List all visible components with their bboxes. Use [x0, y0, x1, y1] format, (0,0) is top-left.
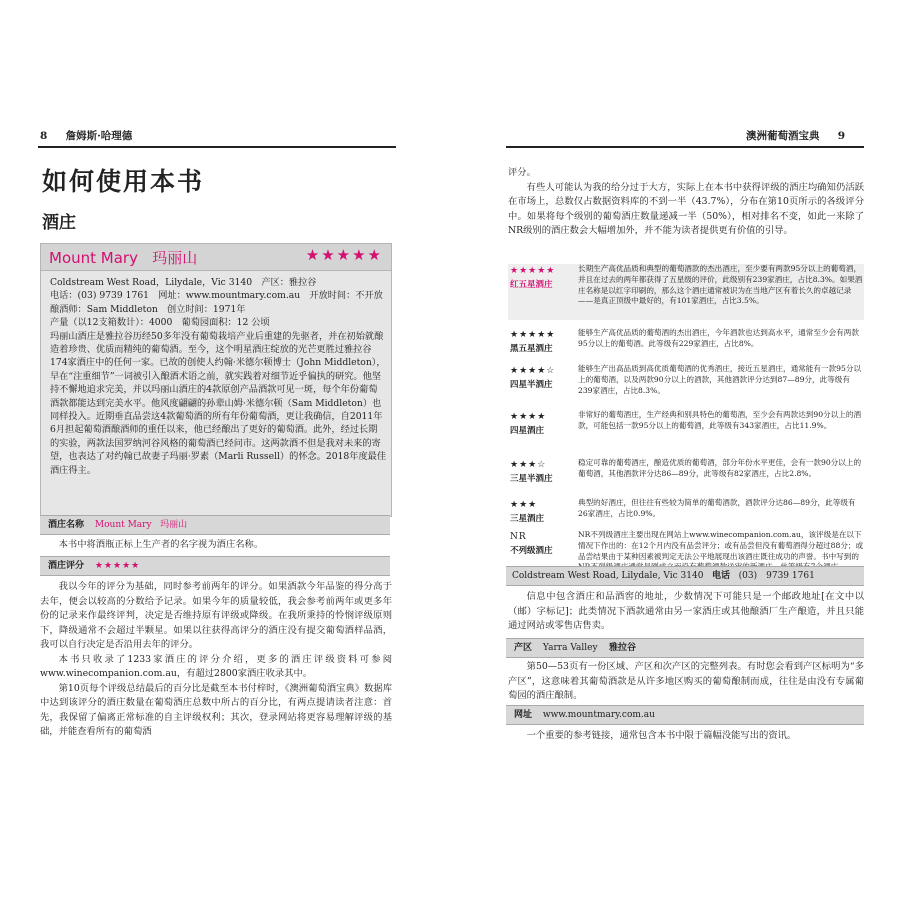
- winery-name-note: 本书中将酒瓶正标上生产者的名字视为酒庄名称。: [58, 539, 264, 550]
- winery-address: Coldstream West Road，Lilydale，Vic 3140 产区：雅拉谷: [50, 277, 317, 288]
- region-bar: 产区 Yarra Valley 雅拉谷: [506, 638, 864, 658]
- winery-card-header: [41, 244, 391, 271]
- winery-rating-bar: 酒庄评分 ★★★★★: [40, 556, 390, 576]
- winery-stars: ★★★★★: [305, 246, 383, 264]
- winery-card-body: [50, 276, 386, 477]
- rating-row: ★★★ 三星酒庄 典型的好酒庄，但往往有些较为简单的葡萄酒款，酒款评分达86—89分，此等级有26家酒庄，占比0.9%。: [510, 498, 856, 524]
- rating-row: NR 不列级酒庄 NR不列级酒庄主要出现在网站上www.winecompanion.com.au，该评级是在以下情况下作出的：在12个月内没有品尝评分；或有品尝但没有葡萄酒得分超过88分；或品尝结果由于某种因素被判定无法公平地展现出该酒庄既往成功的声誉。书中写到的: [510, 530, 864, 561]
- ratings-table: [508, 264, 864, 586]
- left-running-head: [40, 128, 132, 143]
- left-body-text: 我以今年的评分为基础，同时参考前两年的评分。如果酒款今年品鉴的得分高于去年，便会以较高的分数给予记录。如果今年的质量较低，我会参考前两年或更多年份的记录来作最终评判，决定是否维持原有评级或降级。在我所秉持的怜悯评级原则下，降级通常不会超过半颗星。如果以往获得高评分的酒庄没有提交葡萄酒样品酒，我可以自行决定是否沿用去年的评分。 本书只收录了1233家酒庄的评分介绍，更多的酒庄评级资料可参阅www.winecompanion.com.au，有超过2800家酒庄收录其中。 第10页每个评级总结最后的百分比是截至本书付梓时，《澳洲葡萄酒宝典》数据库中达到该评分的酒庄数量在葡萄酒庄总数中所占的百分比，有两点提请读者注意：首先，我保留了偏离正常标准的自主评级权利；其次，登录网站将更容易理解评级的基础，并能查看所有的葡萄酒: [40, 581, 392, 737]
- right-intro-text: 评分。 有些人可能认为我的给分过于大方，实际上在本书中获得评级的酒庄均确知仍活跃在市场上，总数仅占数据资料库的不到一半（43.7%），分布在第10页所示的各级评分中。如果将每个级别的葡萄酒庄数量递减一半（50%），相对排名不变，如此一来除了NR级别的酒庄数会大幅增加外，并不能为读者提供更有价值的引导。: [508, 167, 864, 236]
- website-note: 一个重要的参考链接，通常包含本书中限于篇幅没能写出的资讯。: [526, 730, 797, 741]
- right-page-number: 9: [837, 130, 846, 142]
- section-title: 酒庄: [42, 213, 76, 233]
- left-author: 詹姆斯·哈理德: [65, 130, 133, 142]
- address-note: 信息中包含酒庄和品酒窖的地址，少数情况下可能只是一个邮政地址[在文中以（邮）字标记]；此类情况下酒款通常由另一家酒庄或其他酿酒厂生产酿造，并且只能通过网站或零售店售卖。: [508, 591, 864, 631]
- winery-production: 产量（以12支箱数计）：4000 葡萄园面积：12 公顷: [50, 317, 270, 329]
- rating-row: ★★★★★ 黑五星酒庄 能够生产高优品质的葡萄酒的杰出酒庄，今年酒款也达到高水平，通常至少会有两款95分以上的葡萄酒。此等级有229家酒庄，占比8%。: [510, 328, 859, 354]
- winery-card: [40, 243, 392, 517]
- right-running-head: [746, 128, 845, 143]
- winery-name: Mount Mary 玛丽山: [49, 249, 198, 267]
- rating-row: ★★★★★ 红五星酒庄 长期生产高优品质和典型的葡萄酒款的杰出酒庄，至少要有两款95分以上的葡萄酒，并且在过去的两年都获得了五星级的评价，此级别有239家酒庄，占比8.3%。如果酒庄名称是以红字印刷的，那么这个酒庄通常被识为在当地产区有着长久的卓越记录——是真正顶级中最好的，有101家酒庄，占比3.5%。: [508, 264, 864, 320]
- left-header-rule: [38, 146, 396, 148]
- rating-row: ★★★★ 四星酒庄 非常好的葡萄酒庄，生产经典和别具特色的葡萄酒，至少会有两款达到90分以上的酒款，可能包括一款95分以上的葡萄酒，此等级有343家酒庄，占比11.9%。: [510, 410, 862, 436]
- winery-name-bar: 酒庄名称 Mount Mary 玛丽山: [40, 515, 390, 535]
- right-book-title: 澳洲葡萄酒宝典: [746, 130, 820, 142]
- rating-row: ★★★☆ 三星半酒庄 稳定可靠的葡萄酒庄，酿造优质的葡萄酒，部分年份水平更佳，会有一款90分以上的葡萄酒，其他酒款评分达86—89分，此等级有82家酒庄，占比2.8%。: [510, 458, 862, 484]
- region-note: 第50—53页有一份区域、产区和次产区的完整列表。有时您会看到产区标明为“多产区”，这意味着其葡萄酒款是从许多地区购买的葡萄酿制而成，往往是由没有专属葡萄园的酒庄酿制。: [508, 661, 864, 701]
- address-bar: Coldstream West Road, Lilydale, Vic 3140 电话 (03) 9739 1761: [506, 566, 864, 586]
- rating-row: ★★★★☆ 四星半酒庄 能够生产出高品质到高优质葡萄酒的优秀酒庄，接近五星酒庄，通常能有一款95分以上的葡萄酒，以及两款90分以上的酒款，其他酒款评分达到87—89分，此等级有239家酒庄，占比8.3%。: [510, 364, 862, 395]
- right-header-rule: [506, 146, 864, 148]
- website-bar: 网址 www.mountmary.com.au: [506, 705, 864, 725]
- left-page-number: 8: [40, 130, 48, 142]
- page-title: 如何使用本书: [42, 167, 205, 196]
- winery-contact: 电话：(03) 9739 1761 网址：www.mountmary.com.au 开放时间：不开放: [50, 290, 383, 302]
- winery-description: 玛丽山酒庄是雅拉谷历经50多年没有葡萄栽培产业后重建的先驱者，并在初始就酿造着珍贵、优质而精纯的葡萄酒。至今，这个明星酒庄绽放的光芒更胜过雅拉谷174家酒庄中的任何一家。已故的创使人约翰·米德尔顿博士（John Middleton），早在“注重细节”一词被引入酿酒术语之前，就实践着对细节近乎偏执的研究。他坚持不懈地追求完美，并以玛丽山酒庄的4款原创产品酒款可见一斑，每个年份葡萄酒款都能达到完美水平。他风度翩翩的孙辈山姆·米德尔顿（Sam Middleton）也同样投入。近期垂直品尝这4款葡萄酒的所有年份葡萄酒，更让我确信，自2011年6月担起葡萄酒酿酒师的重任以来，他已经酿出了更好的葡萄酒。此外，经过长期的实验，两款法国罗纳河谷风格的葡萄酒已经问市。这两款酒不但是我对未来的寄望，也表达了对约翰已故妻子玛丽·罗素（Marli Russell）的怀念。2018年度最佳酒庄得主。: [50, 330, 387, 476]
- winery-winemaker: 酿酒师：Sam Middleton 创立时间：1971年: [50, 303, 246, 315]
